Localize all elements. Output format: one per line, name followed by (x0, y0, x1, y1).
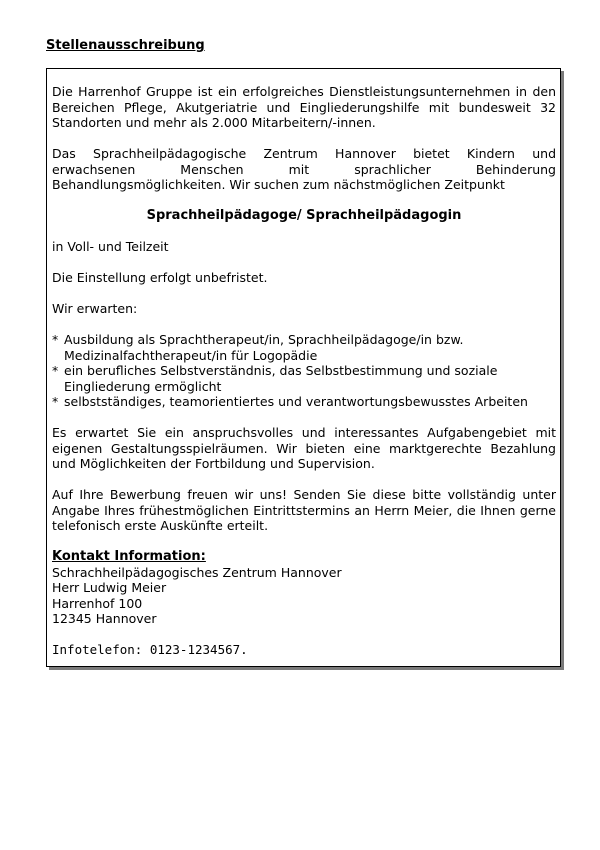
contact-org: Schrachheilpädagogisches Zentrum Hannover (52, 564, 342, 580)
employment-type: in Voll- und Teilzeit (52, 239, 169, 254)
requirement-item: * ein berufliches Selbstverständnis, das Selbstbestimmung und soziale Eingliederung ermöglicht (52, 363, 556, 394)
contact-street: Harrenhof 100 (52, 595, 143, 611)
center-intro: Das Sprachheilpädagogische Zentrum Hannover bietet Kindern und erwachsenen Menschen mit sprachlicher Behinderung Behandlungsmöglichkeiten. Wir suchen zum nächstmöglichen Zeitpunkt (52, 146, 556, 192)
offer-paragraph: Es erwartet Sie ein anspruchsvolles und interessantes Aufgabengebiet mit eigenen Gestaltungsspielräumen. Wir bieten eine marktgerechte Bezahlung und Möglichkeiten der Fortbildung und Supervision. (52, 425, 556, 471)
expect-heading: Wir erwarten: (52, 301, 138, 316)
requirement-item: * selbstständiges, teamorientiertes und verantwortungsbewusstes Arbeiten (52, 394, 556, 410)
info-phone: Infotelefon: 0123-1234567. (52, 642, 248, 657)
requirements-list (52, 332, 556, 410)
contact-heading: Kontakt Information: (52, 549, 206, 564)
page-title: Stellenausschreibung (46, 38, 205, 53)
contact-person: Herr Ludwig Meier (52, 580, 167, 595)
company-intro: Die Harrenhof Gruppe ist ein erfolgreiches Dienstleistungsunternehmen in den Bereichen Pflege, Akutgeriatrie und Eingliederungshilfe mit bundesweit 32 Standorten und mehr als 2.000 Mitarbeitern/-innen. (52, 84, 556, 130)
job-title: Sprachheilpädagoge/ Sprachheilpädagogin (146, 208, 462, 223)
job-posting-box (46, 68, 561, 667)
contract-info: Die Einstellung erfolgt unbefristet. (52, 270, 268, 285)
requirement-item: * Ausbildung als Sprachtherapeut/in, Sprachheilpädagoge/in bzw. Medizinalfachtherapeut/in für Logopädie (52, 332, 556, 363)
application-paragraph: Auf Ihre Bewerbung freuen wir uns! Senden Sie diese bitte vollständig unter Angabe Ihres frühestmöglichen Eintrittstermins an Herrn Meier, die Ihnen gerne telefonisch erste Auskünfte erteilt. (52, 487, 556, 533)
contact-city: 12345 Hannover (52, 611, 157, 626)
